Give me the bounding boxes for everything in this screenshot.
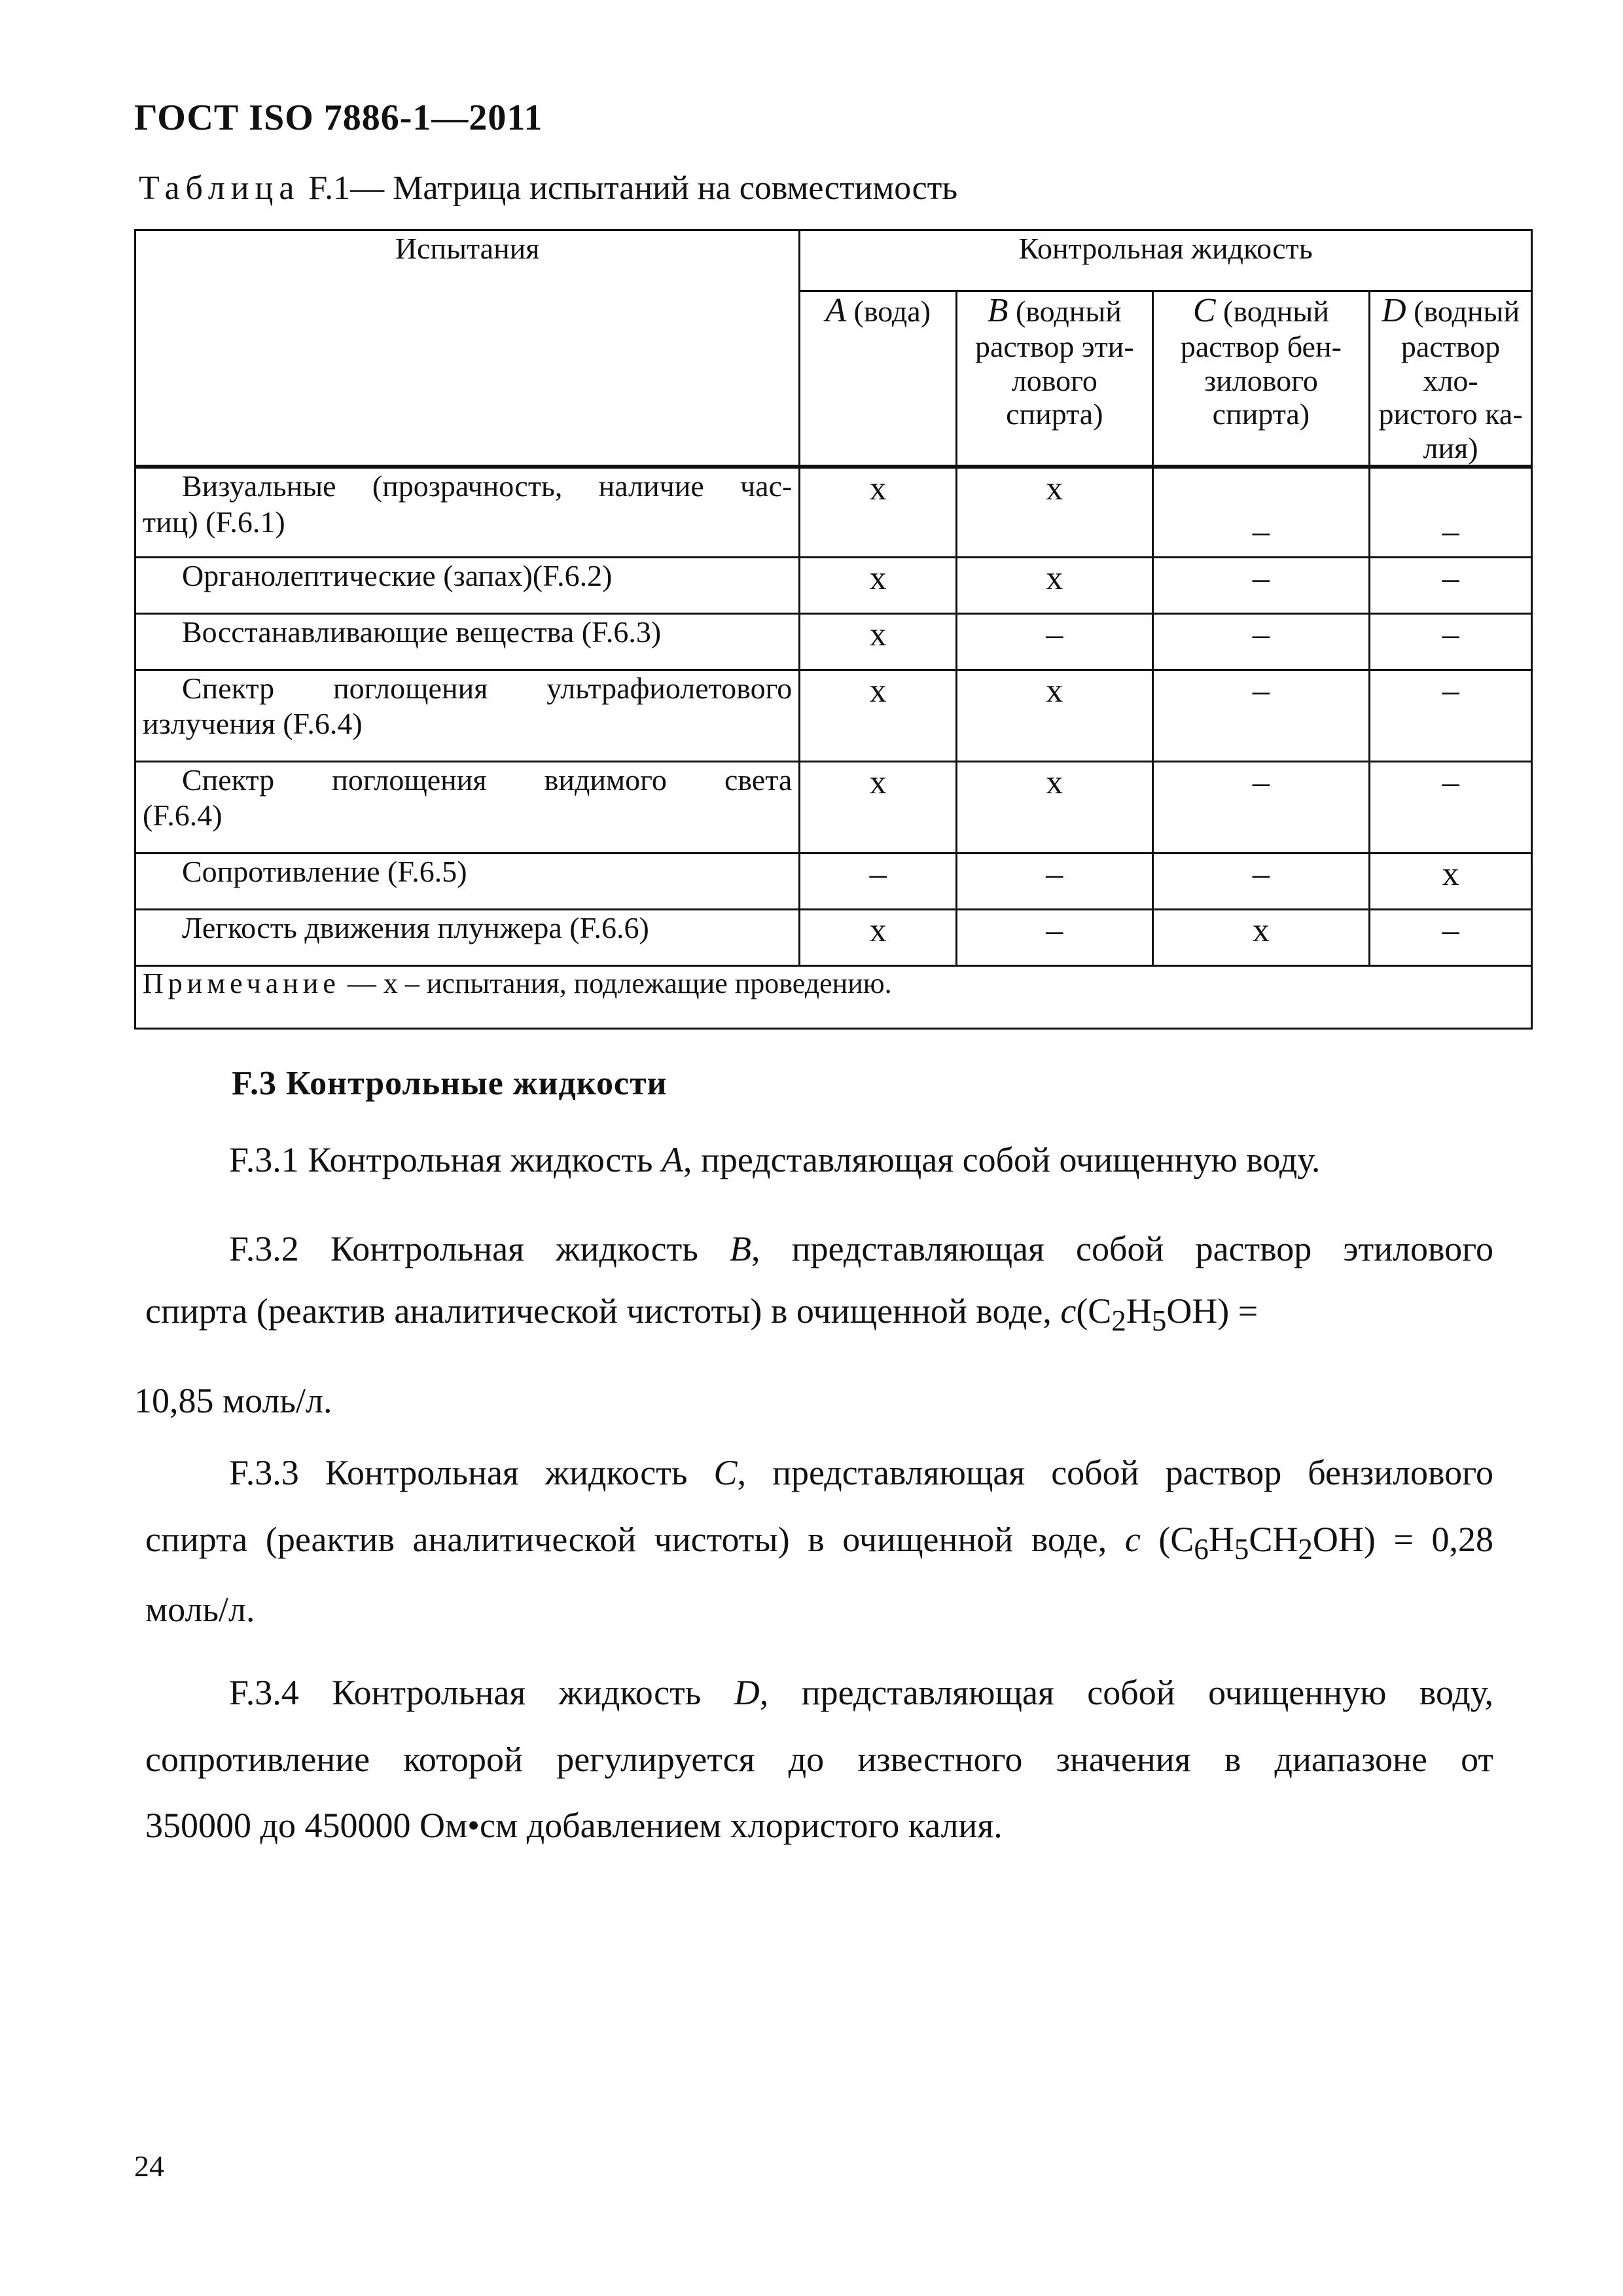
table-row <box>135 909 1532 965</box>
compatibility-matrix-table <box>134 229 1533 1030</box>
document-header: ГОСТ ISO 7886-1—2011 <box>134 98 543 138</box>
table-row <box>135 467 1532 557</box>
mark-d: – <box>1370 557 1532 613</box>
mark-d: – <box>1370 613 1532 670</box>
mark-d: x <box>1370 853 1532 909</box>
table-row <box>135 613 1532 670</box>
mark-d: – <box>1370 761 1532 853</box>
mark-b: – <box>956 909 1152 965</box>
mark-a: x <box>800 613 957 670</box>
test-name: Спектр поглощения ультрафиолетового излучения (F.6.4) <box>135 670 800 761</box>
table-caption <box>139 169 957 207</box>
mark-a: x <box>800 761 957 853</box>
header-tests: Испытания <box>135 230 800 467</box>
table-header-row <box>135 230 1532 291</box>
mark-c: – <box>1152 467 1370 557</box>
note-text: — x – испытания, подлежащие проведению. <box>340 967 892 999</box>
mark-b: x <box>956 557 1152 613</box>
header-fluid-b: B (водный раствор эти-лового спирта) <box>956 291 1152 467</box>
mark-c: – <box>1152 670 1370 761</box>
caption-label: Таблица <box>139 170 300 207</box>
section-title: F.3 Контрольные жидкости <box>232 1065 668 1102</box>
header-fluid-c: C (водный раствор бен-зилового спирта) <box>1152 291 1370 467</box>
header-control-fluid: Контрольная жидкость <box>800 230 1532 291</box>
mark-a: x <box>800 909 957 965</box>
table-row <box>135 853 1532 909</box>
mark-c: – <box>1152 613 1370 670</box>
table-note-row <box>135 965 1532 1028</box>
header-fluid-d: D (водный раствор хло-ристого ка-лия) <box>1370 291 1532 467</box>
paragraph-f34: F.3.4 Контрольная жидкость D, представляющая собой очищенную воду, сопротивление которой регулируется до известного значения в диапазоне от 350000 до 450000 Ом•см добавлением хлористого калия. <box>145 1673 1493 1846</box>
test-name: Восстанавливающие вещества (F.6.3) <box>135 613 800 670</box>
mark-b: – <box>956 613 1152 670</box>
mark-a: x <box>800 557 957 613</box>
table-note <box>135 965 1532 1028</box>
table-row <box>135 761 1532 853</box>
mark-d: – <box>1370 467 1532 557</box>
paragraph-f33: F.3.3 Контрольная жидкость C, представляющая собой раствор бензилового спирта (реактив аналитической чистоты) в очищенной воде, c $(C_6H_5CH_2OH) = 0,28$ моль/л. <box>145 1453 1493 1629</box>
test-name: Органолептические (запах)(F.6.2) <box>135 557 800 613</box>
mark-b: x <box>956 761 1152 853</box>
mark-c: – <box>1152 557 1370 613</box>
test-name: Спектр поглощения видимого света (F.6.4) <box>135 761 800 853</box>
mark-b: x <box>956 467 1152 557</box>
test-name: Визуальные (прозрачность, наличие час- тиц) (F.6.1) <box>135 467 800 557</box>
caption-text: F.1— Матрица испытаний на совместимость <box>308 170 958 207</box>
page-number: 24 <box>134 2149 164 2183</box>
mark-b: x <box>956 670 1152 761</box>
mark-a: x <box>800 670 957 761</box>
header-fluid-a: A (вода) <box>800 291 957 467</box>
mark-a: – <box>800 853 957 909</box>
note-label: Примечание <box>143 967 340 999</box>
table-row <box>135 557 1532 613</box>
mark-c: – <box>1152 761 1370 853</box>
mark-b: – <box>956 853 1152 909</box>
mark-c: – <box>1152 853 1370 909</box>
table-row <box>135 670 1532 761</box>
mark-a: x <box>800 467 957 557</box>
paragraph-f32-value: 10,85 моль/л. <box>134 1381 332 1420</box>
test-name: Сопротивление (F.6.5) <box>135 853 800 909</box>
paragraph-f32: F.3.2 Контрольная жидкость B, представляющая собой раствор этилового спирта (реактив аналитической чистоты) в очищенной воде, $c(C_2H_5OH)$ = <box>145 1229 1493 1337</box>
mark-d: – <box>1370 670 1532 761</box>
paragraph-f31: F.3.1 Контрольная жидкость A, представляющая собой очищенную воду. <box>229 1140 1321 1179</box>
mark-c: x <box>1152 909 1370 965</box>
test-name: Легкость движения плунжера (F.6.6) <box>135 909 800 965</box>
mark-d: – <box>1370 909 1532 965</box>
